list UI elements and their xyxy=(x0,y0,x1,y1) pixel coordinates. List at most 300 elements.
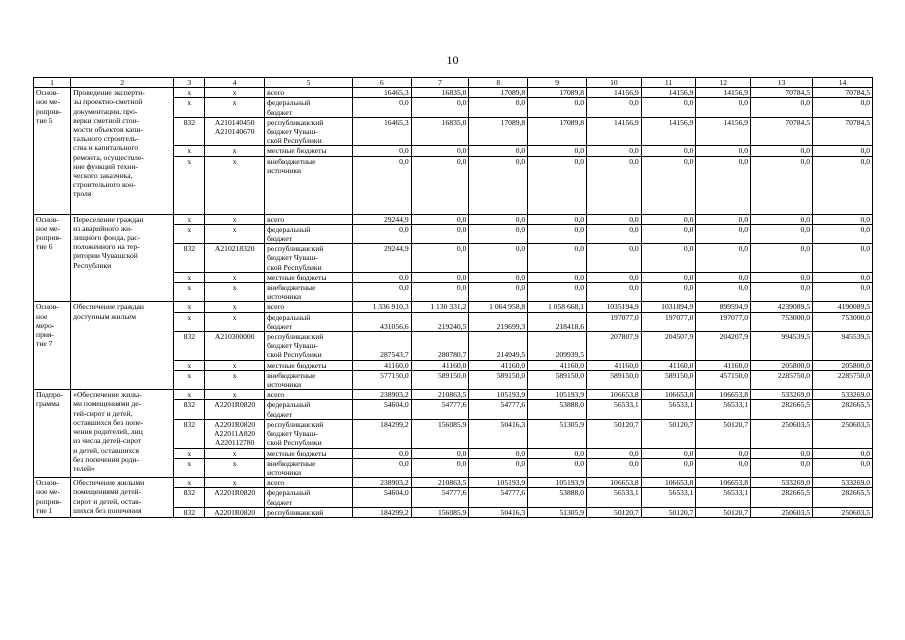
column-number xyxy=(528,78,587,88)
cell-text: 0,0 xyxy=(800,98,811,108)
amount-cell xyxy=(641,390,696,400)
budget-class-code-cell xyxy=(205,488,265,507)
funding-source-cell xyxy=(265,283,353,302)
cell-text: 0,0 xyxy=(515,98,526,108)
amount-cell xyxy=(587,214,642,224)
amount-cell xyxy=(641,312,696,331)
cell-text: А210218320 xyxy=(214,244,255,254)
cell-text: 0,0 xyxy=(515,283,526,293)
cell-text: 832 xyxy=(183,332,195,342)
amount-cell xyxy=(751,448,813,458)
cell-text: 0,0 xyxy=(515,458,526,468)
amount-cell xyxy=(469,117,528,146)
grbs-code-cell xyxy=(174,156,205,214)
cell-text: 0,0 xyxy=(629,272,639,282)
cell-text: 106653,8 xyxy=(664,478,694,488)
cell-text: бюджет xyxy=(267,321,292,331)
cell-text: троля xyxy=(73,189,92,199)
amount-cell xyxy=(696,146,751,156)
cell-text: 205800,0 xyxy=(781,360,811,370)
cell-text: 54777,6 xyxy=(441,400,467,410)
amount-cell xyxy=(813,458,873,477)
amount-cell xyxy=(352,360,411,370)
funding-source-cell xyxy=(265,312,353,331)
cell-text: 106653,8 xyxy=(719,390,749,400)
amount-cell xyxy=(352,214,411,224)
cell-text: внебюджетные xyxy=(267,283,316,293)
cell-text: помещениями детей- xyxy=(73,487,142,497)
amount-cell xyxy=(641,419,696,448)
cell-text: бюджет xyxy=(267,497,292,507)
cell-text: x xyxy=(187,458,192,468)
cell-text: 589150,0 xyxy=(496,370,526,380)
amount-cell xyxy=(641,156,696,214)
cell-text: x xyxy=(232,302,237,312)
cell-text: 3 xyxy=(187,78,192,87)
cell-text: x xyxy=(232,283,237,293)
amount-cell xyxy=(641,507,696,517)
amount-cell xyxy=(469,478,528,488)
amount-cell xyxy=(469,214,528,224)
cell-text: 54777,6 xyxy=(500,400,526,410)
funding-source-cell xyxy=(265,146,353,156)
table-row xyxy=(34,214,873,224)
cell-text: 205800,0 xyxy=(841,360,870,370)
cell-text: роприя- xyxy=(36,496,62,506)
amount-cell xyxy=(352,88,411,98)
amount-cell xyxy=(528,360,587,370)
cell-text: 0,0 xyxy=(860,214,870,224)
cell-text: 14156,9 xyxy=(668,88,694,98)
cell-text: меро- xyxy=(36,320,55,330)
amount-cell xyxy=(411,390,469,400)
amount-cell xyxy=(411,370,469,389)
amount-cell xyxy=(469,419,528,448)
cell-text: А22011А820 xyxy=(214,429,256,439)
cell-text: 1 xyxy=(50,78,54,87)
cell-text: 589150,0 xyxy=(437,370,467,380)
cell-text: 0,0 xyxy=(860,272,870,282)
budget-class-code-cell xyxy=(205,312,265,331)
grbs-code-cell xyxy=(174,507,205,517)
cell-text: 70784,5 xyxy=(845,117,870,127)
cell-text: 0,0 xyxy=(574,214,585,224)
cell-text: x xyxy=(187,88,192,98)
grbs-code-cell xyxy=(174,370,205,389)
amount-cell xyxy=(587,272,642,282)
amount-cell xyxy=(813,224,873,243)
budget-class-code-cell xyxy=(205,419,265,448)
cell-text: 70784,5 xyxy=(785,117,811,127)
funding-source-cell xyxy=(265,390,353,400)
cell-text: 70784,5 xyxy=(845,88,870,98)
amount-cell xyxy=(469,312,528,331)
amount-cell xyxy=(813,146,873,156)
cell-text: 280780,7 xyxy=(437,350,467,360)
cell-text: 0,0 xyxy=(399,458,409,468)
cell-text: 14156,9 xyxy=(668,117,694,127)
amount-cell xyxy=(751,332,813,361)
cell-text: 14 xyxy=(838,78,847,87)
cell-text: ние функций техни- xyxy=(73,161,138,171)
cell-text: Основ- xyxy=(36,302,59,312)
cell-text: федеральный xyxy=(267,312,311,322)
cell-text: 0,0 xyxy=(683,98,694,108)
cell-text: местные бюджеты xyxy=(267,146,327,156)
cell-text: 50120,7 xyxy=(668,507,694,517)
cell-text: 832 xyxy=(183,507,195,517)
cell-text: 282665,5 xyxy=(781,488,811,498)
amount-cell xyxy=(696,448,751,458)
cell-text: x xyxy=(232,458,237,468)
amount-cell xyxy=(352,302,411,312)
amount-cell xyxy=(587,478,642,488)
cell-text: 51305,9 xyxy=(559,419,585,429)
cell-text: 16835,0 xyxy=(441,117,467,127)
amount-cell xyxy=(751,312,813,331)
cell-text: 0,0 xyxy=(738,98,749,108)
budget-class-code-cell xyxy=(205,214,265,224)
amount-cell xyxy=(587,117,642,146)
cell-text: 50120,7 xyxy=(668,419,694,429)
amount-cell xyxy=(813,283,873,302)
cell-text: А2201R0820 xyxy=(214,419,256,429)
amount-cell xyxy=(696,244,751,273)
amount-cell xyxy=(813,98,873,117)
cell-text: 156085,9 xyxy=(437,507,467,517)
cell-text: 0,0 xyxy=(515,146,526,156)
cell-text: 41160,0 xyxy=(500,360,526,370)
amount-cell xyxy=(813,507,873,517)
cell-text: 197077,0 xyxy=(664,312,694,322)
cell-text: 16465,3 xyxy=(383,88,409,98)
cell-text: роприя- xyxy=(36,233,62,243)
amount-cell xyxy=(696,488,751,507)
cell-text: 1 058 668,1 xyxy=(547,302,585,312)
cell-text: 0,0 xyxy=(574,244,585,254)
amount-cell xyxy=(696,283,751,302)
cell-text: А220112780 xyxy=(215,438,255,448)
cell-text: 589150,0 xyxy=(664,370,694,380)
cell-text: 0,0 xyxy=(456,98,467,108)
cell-text: мости объектов капи- xyxy=(73,125,143,135)
cell-text: 53888,0 xyxy=(559,400,585,410)
cell-text: 0,0 xyxy=(800,224,811,234)
amount-cell xyxy=(587,146,642,156)
budget-class-code-cell xyxy=(205,272,265,282)
amount-cell xyxy=(469,507,528,517)
cell-text: 14156,9 xyxy=(723,88,749,98)
cell-text: ской Республики xyxy=(267,438,322,448)
amount-cell xyxy=(411,88,469,98)
amount-cell xyxy=(587,332,642,361)
cell-text: федеральный xyxy=(267,400,311,410)
cell-text: ми помещениями де- xyxy=(73,399,142,409)
cell-text: 0,0 xyxy=(683,224,694,234)
amount-cell xyxy=(411,146,469,156)
column-number xyxy=(352,78,411,88)
funding-source-cell xyxy=(265,272,353,282)
cell-text: 753000,0 xyxy=(841,312,870,322)
cell-text: 0,0 xyxy=(574,448,585,458)
cell-text: x xyxy=(232,98,237,108)
cell-text: 994539,5 xyxy=(781,332,811,342)
cell-text: 899594,9 xyxy=(719,302,749,312)
cell-text: 197077,0 xyxy=(719,312,749,322)
cell-text: 5 xyxy=(306,78,311,87)
cell-text: республиканский xyxy=(267,419,324,429)
cell-text: республиканский xyxy=(267,332,324,342)
cell-text: 14156,9 xyxy=(614,88,639,98)
cell-text: 50120,7 xyxy=(614,507,639,517)
cell-text: всего xyxy=(267,390,285,400)
amount-cell xyxy=(641,88,696,98)
cell-text: 50416,3 xyxy=(500,419,526,429)
cell-text: 17089,8 xyxy=(500,88,526,98)
cell-text: 0,0 xyxy=(800,272,811,282)
cell-text: 533269,0 xyxy=(841,478,870,488)
cell-text: 0,0 xyxy=(399,283,409,293)
budget-class-code-cell xyxy=(205,332,265,361)
cell-text: 41160,0 xyxy=(559,360,585,370)
cell-text: А2201R0820 xyxy=(214,400,256,410)
grbs-code-cell xyxy=(174,272,205,282)
amount-cell xyxy=(411,478,469,488)
funding-source-cell xyxy=(265,478,353,488)
cell-text: x xyxy=(187,448,192,458)
table-row xyxy=(34,302,873,312)
grbs-code-cell xyxy=(174,214,205,224)
cell-text: 0,0 xyxy=(515,272,526,282)
amount-cell xyxy=(469,332,528,361)
budget-class-code-cell xyxy=(205,283,265,302)
cell-text: 54777,6 xyxy=(441,488,467,498)
cell-text: x xyxy=(232,478,237,488)
cell-text: 0,0 xyxy=(860,244,870,254)
amount-cell xyxy=(641,332,696,361)
cell-text: x xyxy=(187,370,192,380)
funding-source-cell xyxy=(265,156,353,214)
amount-cell xyxy=(813,332,873,361)
amount-cell xyxy=(587,302,642,312)
cell-text: документации, про- xyxy=(73,106,138,116)
activity-name-cell xyxy=(71,478,174,518)
cell-text: x xyxy=(187,283,192,293)
cell-text: 0,0 xyxy=(860,448,870,458)
amount-cell xyxy=(813,214,873,224)
cell-text: 17089,8 xyxy=(500,117,526,127)
amount-cell xyxy=(813,478,873,488)
cell-text: ное ме- xyxy=(36,97,60,107)
cell-text: Основ- xyxy=(36,214,59,224)
column-number xyxy=(411,78,469,88)
column-number xyxy=(205,78,265,88)
amount-cell xyxy=(641,214,696,224)
cell-text: 0,0 xyxy=(860,283,870,293)
amount-cell xyxy=(587,507,642,517)
amount-cell xyxy=(528,488,587,507)
cell-text: местные бюджеты xyxy=(267,448,327,458)
cell-text: x xyxy=(232,156,237,166)
grbs-code-cell xyxy=(174,146,205,156)
budget-class-code-cell xyxy=(205,117,265,146)
cell-text: 209939,5 xyxy=(555,350,585,360)
cell-text: 204207,9 xyxy=(719,332,749,342)
cell-text: 533269,0 xyxy=(781,478,811,488)
amount-cell xyxy=(469,390,528,400)
cell-text: бюджет xyxy=(267,409,292,419)
amount-cell xyxy=(528,214,587,224)
amount-cell xyxy=(528,117,587,146)
cell-text: бюджет Чуваш- xyxy=(267,429,318,439)
cell-text: 0,0 xyxy=(629,156,639,166)
cell-text: 56533,1 xyxy=(668,488,694,498)
cell-text: прия- xyxy=(36,330,54,340)
cell-text: x xyxy=(232,88,237,98)
cell-text: шихся без попечения xyxy=(73,505,142,515)
budget-class-code-cell xyxy=(205,448,265,458)
cell-text: 0,0 xyxy=(456,224,467,234)
cell-text: 0,0 xyxy=(456,458,467,468)
cell-text: 533269,0 xyxy=(841,390,870,400)
cell-text: 41160,0 xyxy=(614,360,639,370)
cell-text: 106653,8 xyxy=(664,390,694,400)
cell-text: 16465,3 xyxy=(383,117,409,127)
cell-text: x xyxy=(232,360,237,370)
cell-text: 0,0 xyxy=(456,146,467,156)
grbs-code-cell xyxy=(174,312,205,331)
cell-text: 184299,2 xyxy=(380,419,409,429)
amount-cell xyxy=(813,244,873,273)
amount-cell xyxy=(469,224,528,243)
amount-cell xyxy=(813,400,873,419)
cell-text: телей» xyxy=(73,463,95,473)
cell-text: Обеспечение жилыми xyxy=(73,478,145,488)
cell-text: x xyxy=(187,146,192,156)
cell-text: без попечения роди- xyxy=(73,454,139,464)
amount-cell xyxy=(751,98,813,117)
cell-text: 184299,2 xyxy=(380,507,409,517)
cell-text: x xyxy=(187,272,192,282)
grbs-code-cell xyxy=(174,419,205,448)
amount-cell xyxy=(528,88,587,98)
cell-text: 0,0 xyxy=(629,214,639,224)
amount-cell xyxy=(411,244,469,273)
cell-text: источники xyxy=(267,292,302,302)
cell-text: 54604,0 xyxy=(383,488,409,498)
cell-text: 250603,5 xyxy=(841,507,870,517)
funding-source-cell xyxy=(265,117,353,146)
cell-text: 14156,9 xyxy=(723,117,749,127)
cell-text: 832 xyxy=(183,400,195,410)
amount-cell xyxy=(696,117,751,146)
amount-cell xyxy=(696,272,751,282)
cell-text: зы проектно-сметной xyxy=(73,97,143,107)
budget-class-code-cell xyxy=(205,98,265,117)
amount-cell xyxy=(751,507,813,517)
cell-text: 6 xyxy=(379,78,384,87)
cell-text: «Обеспечение жилы- xyxy=(73,390,142,400)
cell-text: x xyxy=(232,448,237,458)
cell-text: 56533,1 xyxy=(614,400,639,410)
amount-cell xyxy=(352,488,411,507)
cell-text: 0,0 xyxy=(860,458,870,468)
cell-text: 207807,9 xyxy=(610,332,639,342)
amount-cell xyxy=(587,458,642,477)
cell-text: x xyxy=(232,214,237,224)
cell-text: тие 5 xyxy=(36,115,53,125)
cell-text: А2201R0820 xyxy=(214,488,256,498)
cell-text: 0,0 xyxy=(683,272,694,282)
amount-cell xyxy=(813,448,873,458)
amount-cell xyxy=(696,332,751,361)
cell-text: 1 336 910,3 xyxy=(372,302,409,312)
cell-text: 105193,9 xyxy=(496,390,526,400)
cell-text: 210863,5 xyxy=(437,478,467,488)
column-number xyxy=(174,78,205,88)
amount-cell xyxy=(751,146,813,156)
cell-text: ное ме- xyxy=(36,223,60,233)
column-number xyxy=(696,78,751,88)
budget-class-code-cell xyxy=(205,507,265,517)
amount-cell xyxy=(411,332,469,361)
cell-text: 105193,9 xyxy=(555,390,585,400)
amount-cell xyxy=(587,390,642,400)
amount-cell xyxy=(696,507,751,517)
amount-cell xyxy=(696,400,751,419)
cell-text: 832 xyxy=(183,244,195,254)
cell-text: 41160,0 xyxy=(723,360,749,370)
cell-text: 0,0 xyxy=(515,214,526,224)
cell-text: 0,0 xyxy=(574,283,585,293)
cell-text: 238903,2 xyxy=(380,390,409,400)
cell-text: 250603,5 xyxy=(781,507,811,517)
amount-cell xyxy=(411,312,469,331)
cell-text: роприя- xyxy=(36,106,62,116)
cell-text: Подпро- xyxy=(36,390,64,400)
amount-cell xyxy=(352,156,411,214)
amount-cell xyxy=(813,370,873,389)
cell-text: ное ме- xyxy=(36,487,60,497)
cell-text: тие 1 xyxy=(36,505,53,515)
grbs-code-cell xyxy=(174,302,205,312)
amount-cell xyxy=(411,458,469,477)
cell-text: Республики xyxy=(73,260,112,270)
cell-text: бюджет xyxy=(267,234,292,244)
cell-text: 0,0 xyxy=(738,272,749,282)
amount-cell xyxy=(411,98,469,117)
amount-cell xyxy=(528,400,587,419)
grbs-code-cell xyxy=(174,224,205,243)
amount-cell xyxy=(411,400,469,419)
budget-class-code-cell xyxy=(205,458,265,477)
cell-text: 13 xyxy=(777,78,786,87)
amount-cell xyxy=(587,98,642,117)
cell-text: 56533,1 xyxy=(723,488,749,498)
cell-text: 17089,8 xyxy=(559,88,585,98)
column-number xyxy=(34,78,71,88)
funding-source-cell xyxy=(265,458,353,477)
cell-text: из числа детей-сирот xyxy=(73,436,142,446)
cell-text: 0,0 xyxy=(629,458,639,468)
cell-text: внебюджетные xyxy=(267,156,316,166)
column-number xyxy=(469,78,528,88)
cell-text: x xyxy=(187,312,192,322)
amount-cell xyxy=(411,488,469,507)
activity-name-cell xyxy=(71,88,174,214)
cell-text: 282665,5 xyxy=(841,488,870,498)
amount-cell xyxy=(641,283,696,302)
